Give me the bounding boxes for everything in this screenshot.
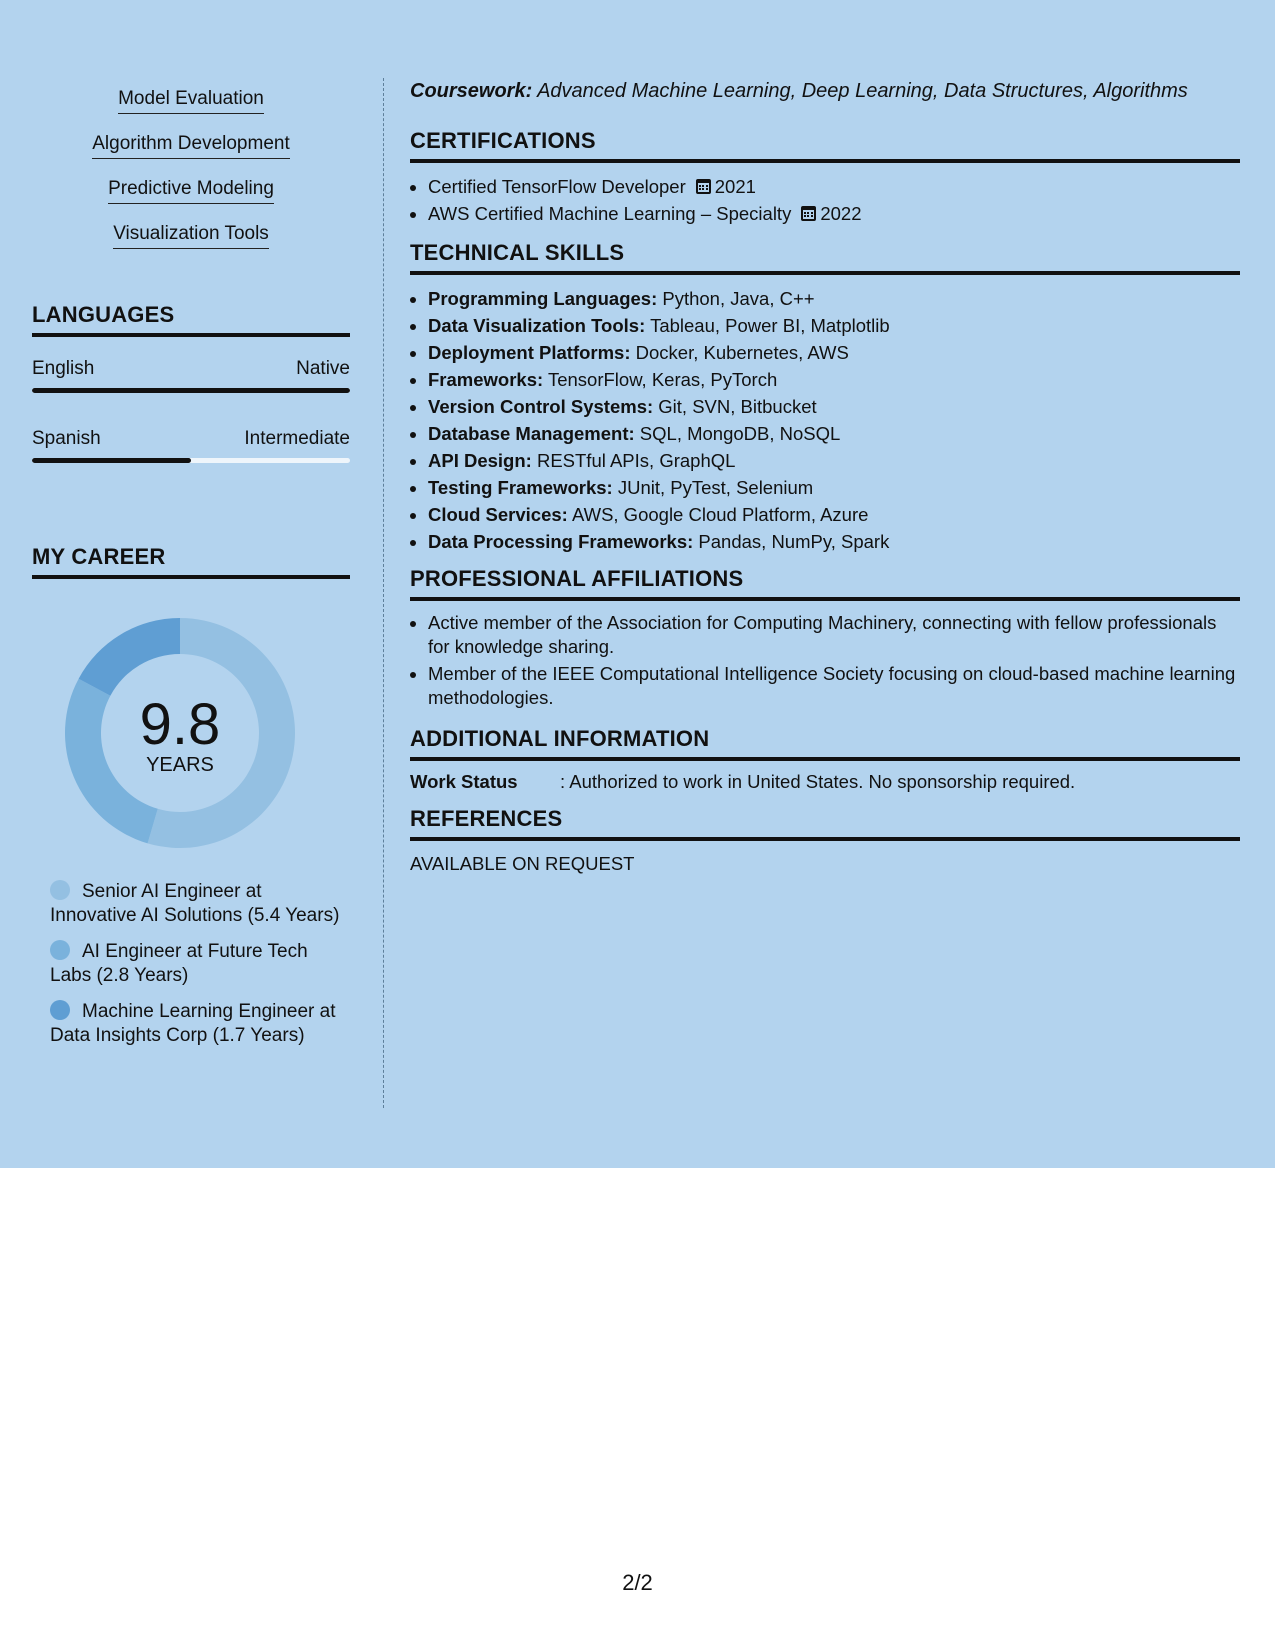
calendar-icon	[801, 206, 816, 221]
skill-label: Frameworks:	[428, 369, 544, 390]
skill-value: AWS, Google Cloud Platform, Azure	[571, 504, 869, 525]
certifications-section	[410, 128, 1240, 227]
language-row	[32, 428, 350, 450]
list-item	[428, 447, 1240, 474]
skill-value: Git, SVN, Bitbucket	[658, 396, 817, 417]
skill-value: JUnit, PyTest, Selenium	[617, 477, 814, 498]
language-level-bar	[32, 458, 350, 463]
skill-label: Database Management:	[428, 423, 635, 444]
skill-label: Testing Frameworks:	[428, 477, 613, 498]
list-item	[428, 312, 1240, 339]
skill-tag-label: Predictive Modeling	[108, 178, 274, 204]
skill-tag	[32, 223, 350, 249]
skill-label: Version Control Systems:	[428, 396, 654, 417]
references-section	[410, 806, 1240, 875]
language-level: Intermediate	[244, 428, 350, 449]
technical-skills-section	[410, 240, 1240, 555]
legend-item	[50, 880, 340, 928]
affiliations-list	[410, 611, 1240, 710]
page-number: 2/2	[622, 1570, 653, 1595]
list-item	[428, 393, 1240, 420]
language-level-fill	[32, 458, 191, 463]
skill-value: TensorFlow, Keras, PyTorch	[547, 369, 778, 390]
career-total-unit: YEARS	[146, 754, 214, 776]
skill-label: Data Processing Frameworks:	[428, 531, 694, 552]
skill-tag-label: Visualization Tools	[113, 223, 269, 249]
list-item: • Active member of the Association for Computing Machinery, connecting with fellow professionals for knowledge sharing.	[428, 611, 1240, 659]
donut-slice	[79, 618, 180, 696]
languages-heading: LANGUAGES	[32, 302, 350, 337]
additional-info-heading: ADDITIONAL INFORMATION	[410, 726, 1240, 761]
list-item	[428, 474, 1240, 501]
skill-value: RESTful APIs, GraphQL	[536, 450, 736, 471]
work-status-value: : Authorized to work in United States. No sponsorship required.	[560, 771, 1076, 792]
references-text: AVAILABLE ON REQUEST	[410, 853, 635, 874]
list-item	[428, 285, 1240, 312]
calendar-icon	[696, 179, 711, 194]
language-name: Spanish	[32, 428, 101, 449]
legend-dot-icon	[50, 1000, 70, 1020]
skill-value: Docker, Kubernetes, AWS	[635, 342, 849, 363]
skill-tag-label: Model Evaluation	[118, 88, 264, 114]
skill-label: Cloud Services:	[428, 504, 568, 525]
legend-item	[50, 1000, 340, 1048]
work-status-label: Work Status	[410, 771, 518, 792]
list-item	[428, 420, 1240, 447]
legend-dot-icon	[50, 880, 70, 900]
column-divider	[383, 78, 384, 1108]
career-donut-chart	[65, 618, 295, 848]
certification-name: Certified TensorFlow Developer	[428, 176, 686, 197]
affiliations-section	[410, 566, 1240, 713]
skill-label: Programming Languages:	[428, 288, 658, 309]
skill-label: Data Visualization Tools:	[428, 315, 646, 336]
skill-tag	[32, 133, 350, 159]
language-row	[32, 358, 350, 380]
language-level-fill	[32, 388, 350, 393]
career-heading: MY CAREER	[32, 544, 350, 579]
certification-year: 2022	[820, 203, 862, 224]
legend-label: AI Engineer at Future Tech Labs (2.8 Years)	[50, 941, 308, 986]
list-item	[428, 200, 1240, 227]
legend-dot-icon	[50, 940, 70, 960]
work-status-row	[410, 771, 1240, 793]
career-legend	[50, 880, 340, 1060]
legend-label: Machine Learning Engineer at Data Insights Corp (1.7 Years)	[50, 1001, 336, 1046]
skill-tag	[32, 88, 350, 114]
skill-label: Deployment Platforms:	[428, 342, 631, 363]
skill-label: API Design:	[428, 450, 532, 471]
skill-value: Python, Java, C++	[662, 288, 815, 309]
list-item	[428, 173, 1240, 200]
certifications-list	[410, 173, 1240, 227]
career-total-value: 9.8	[139, 692, 221, 757]
list-item	[428, 501, 1240, 528]
technical-skills-heading: TECHNICAL SKILLS	[410, 240, 1240, 275]
coursework-line	[410, 80, 1188, 103]
references-heading: REFERENCES	[410, 806, 1240, 841]
list-item	[428, 366, 1240, 393]
skill-value: Tableau, Power BI, Matplotlib	[650, 315, 890, 336]
legend-label: Senior AI Engineer at Innovative AI Solutions (5.4 Years)	[50, 881, 340, 926]
legend-item	[50, 940, 340, 988]
language-name: English	[32, 358, 95, 379]
affiliations-heading: PROFESSIONAL AFFILIATIONS	[410, 566, 1240, 601]
language-level-bar	[32, 388, 350, 393]
technical-skills-list	[410, 285, 1240, 555]
additional-info-section	[410, 726, 1240, 793]
language-level: Native	[296, 358, 350, 379]
list-item	[428, 339, 1240, 366]
certification-name: AWS Certified Machine Learning – Specialty	[428, 203, 792, 224]
list-item: • Member of the IEEE Computational Intelligence Society focusing on cloud-based machine learning methodologies.	[428, 662, 1240, 710]
skill-value: SQL, MongoDB, NoSQL	[639, 423, 841, 444]
skill-value: Pandas, NumPy, Spark	[698, 531, 890, 552]
coursework-text: Advanced Machine Learning, Deep Learning, Data Structures, Algorithms	[537, 80, 1188, 102]
certifications-heading: CERTIFICATIONS	[410, 128, 1240, 163]
left-column	[32, 0, 350, 1168]
skill-tag	[32, 178, 350, 204]
skill-tag-label: Algorithm Development	[92, 133, 289, 159]
coursework-label: Coursework:	[410, 80, 533, 102]
list-item	[428, 528, 1240, 555]
certification-year: 2021	[714, 176, 756, 197]
